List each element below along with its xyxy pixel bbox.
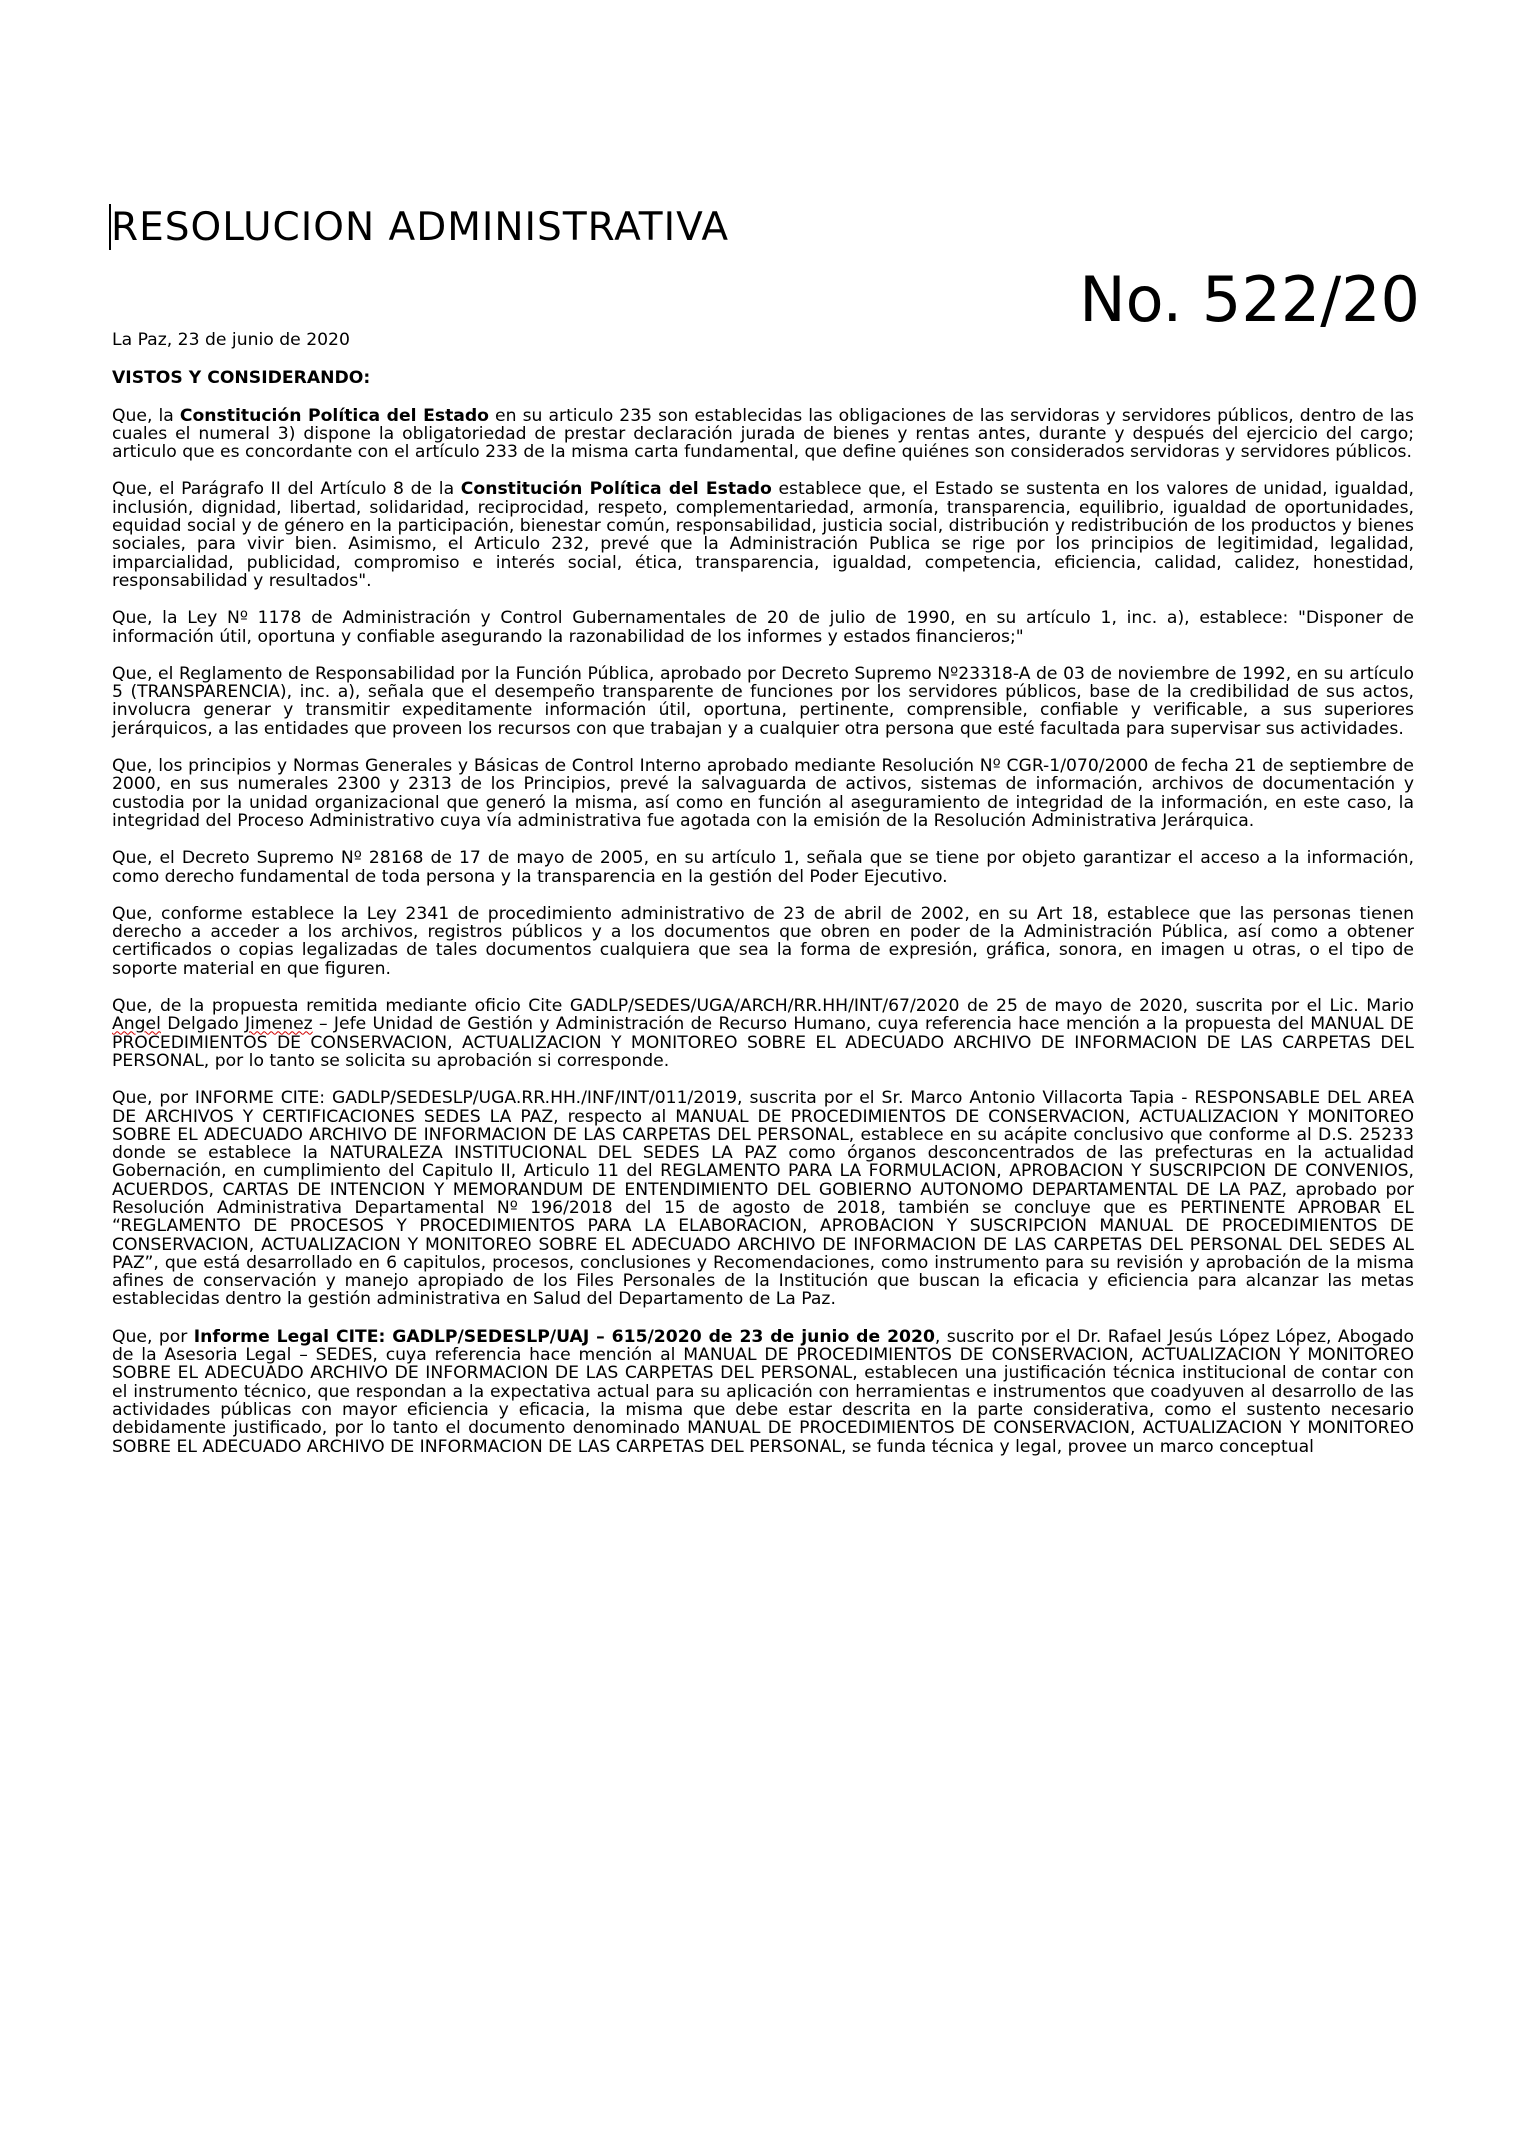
document-title: RESOLUCION ADMINISTRATIVA (111, 205, 729, 250)
paragraph-7: Que, conforme establece la Ley 2341 de procedimiento administrativo de 23 de abril de 2002, en su Art 18, establece que las personas tienen derecho a acceder a los archivos, registros públicos y a los documentos que obren en poder de la Administración Pública, así como a obtener certificados o copias legalizadas de tales documentos cualquiera que sea la forma de expresión, gráfica, sonora, en imagen u otras, o el tipo de soporte material en que figuren. (112, 903, 1414, 979)
date-line: La Paz, 23 de junio de 2020 (112, 330, 350, 350)
resolution-number: No. 522/20 (1079, 263, 1420, 336)
paragraph-10-bold: Informe Legal CITE: GADLP/SEDESLP/UAJ – 615/2020 de 23 de junio de 2020 (193, 1326, 935, 1347)
paragraph-8 (112, 997, 1414, 1070)
paragraph-8-text-mid: Delgado (160, 1014, 246, 1035)
paragraph-10-text: Que, por (112, 1326, 194, 1347)
spelling-flag-word: Angel (112, 1014, 161, 1035)
paragraph-1-bold: Constitución Política del Estado (179, 405, 489, 426)
paragraph-2-bold: Constitución Política del Estado (460, 479, 772, 500)
paragraph-5: Que, los principios y Normas Generales y Básicas de Control Interno aprobado mediante Resolución Nº CGR-1/070/2000 de fecha 21 de septiembre de 2000, en sus numerales 2300 y 2313 de los Principios, prevé la salvaguarda de activos, sistemas de información, archivos de documentación y custodia por la unidad organizacional que generó la misma, así como en función al aseguramiento de integridad de la información, en este caso, la integridad del Proceso Administrativo cuya vía administrativa fue agotada con la emisión de la Resolución Administrativa Jerárquica. (112, 756, 1414, 831)
paragraph-8-text-end: – Jefe Unidad de Gestión y Administración de Recurso Humano, cuya referencia hace mención a la propuesta del MANUAL DE PROCEDIMIENTOS DE CONSERVACION, ACTUALIZACION Y MONITOREO SOBRE EL ADECUADO ARCHIVO DE INFORMACION DE LAS CARPETAS DEL PERSONAL, por lo tanto se solicita su aprobación si corresponde. (112, 1014, 1414, 1071)
paragraph-8-text: Que, de la propuesta remitida mediante oficio Cite GADLP/SEDES/UGA/ARCH/RR.HH/INT/67/2020 de 25 de mayo de 2020, suscrita por el Lic. Mario (112, 996, 1414, 1017)
paragraph-6: Que, el Decreto Supremo Nº 28168 de 17 de mayo de 2005, en su artículo 1, señala que se tiene por objeto garantizar el acceso a la información, como derecho fundamental de toda persona y la transparencia en la gestión del Poder Ejecutivo. (112, 848, 1414, 887)
spelling-flag-word: Jimenez (245, 1014, 313, 1035)
section-heading: VISTOS Y CONSIDERANDO: (112, 368, 371, 389)
paragraph-1-text: Que, la (112, 405, 180, 426)
paragraph-9: Que, por INFORME CITE: GADLP/SEDESLP/UGA.RR.HH./INF/INT/011/2019, suscrita por el Sr. Marco Antonio Villacorta Tapia - RESPONSABLE DEL AREA DE ARCHIVOS Y CERTIFICACIONES SEDES LA PAZ, respecto al MANUAL DE PROCEDIMIENTOS DE CONSERVACION, ACTUALIZACION Y MONITOREO SOBRE EL ADECUADO ARCHIVO DE INFORMACION DE LAS CARPETAS DEL PERSONAL, establece en su acápite conclusivo que conforme al D.S. 25233 donde se establece la NATURALEZA INSTITUCIONAL DEL SEDES LA PAZ como órganos desconcentrados de las prefecturas en la actualidad Gobernación, en cumplimiento del Capitulo II, Articulo 11 del REGLAMENTO PARA LA FORMULACION, APROBACION Y SUSCRIPCION DE CONVENIOS, ACUERDOS, CARTAS DE INTENCION Y MEMORANDUM DE ENTENDIMIENTO DEL GOBIERNO AUTONOMO DEPARTAMENTAL DE LA PAZ, aprobado por Resolución Administrativa Departamental Nº 196/2018 del 15 de agosto de 2018, también se concluye que es PERTINENTE APROBAR EL “REGLAMENTO DE PROCESOS Y PROCEDIMIENTOS PARA LA ELABORACION, APROBACION Y SUSCRIPCION MANUAL DE PROCEDIMIENTOS DE CONSERVACION, ACTUALIZACION Y MONITOREO SOBRE EL ADECUADO ARCHIVO DE INFORMACION DE LAS CARPETAS DEL PERSONAL DEL SEDES AL PAZ”, que está desarrollado en 6 capitulos, procesos, conclusiones y Recomendaciones, como instrumento para su revisión y aprobación de la misma afines de conservación y manejo apropiado de los Files Personales de la Institución que buscan la eficacia y eficiencia para alcanzar las metas establecidas dentro la gestión administrativa en Salud del Departamento de La Paz. (112, 1088, 1414, 1310)
paragraph-2-text: Que, el Parágrafo II del Artículo 8 de la (112, 479, 461, 500)
paragraph-1-text-end: en su articulo 235 son establecidas las obligaciones de las servidoras y servidores públicos, dentro de las cuales el numeral 3) dispone la obligatoriedad de prestar declaración jurada de bienes y rentas antes, durante y después del ejercicio del cargo; articulo que es concordante con el artículo 233 de la misma carta fundamental, que define quiénes son considerados servidoras y servidores públicos. (112, 405, 1414, 463)
document-body (112, 331, 1414, 1475)
paragraph-1 (112, 407, 1414, 462)
paragraph-10-text-end: , suscrito por el Dr. Rafael Jesús López López, Abogado de la Asesoria Legal – SEDES, cuya referencia hace mención al MANUAL DE PROCEDIMIENTOS DE CONSERVACION, ACTUALIZACION Y MONITOREO SOBRE EL ADECUADO ARCHIVO DE INFORMACION DE LAS CARPETAS DEL PERSONAL, establecen una justificación técnica institucional de contar con el instrumento técnico, que respondan a la expectativa actual para su aplicación con herramientas e instrumentos que coadyuven al desarrollo de las actividades públicas con mayor eficiencia y eficacia, la misma que debe estar descrita en la parte considerativa, como el sustento necesario debidamente justificado, por lo tanto el documento denominado MANUAL DE PROCEDIMIENTOS DE CONSERVACION, ACTUALIZACION Y MONITOREO SOBRE EL ADECUADO ARCHIVO DE INFORMACION DE LAS CARPETAS DEL PERSONAL, se funda técnica y legal, provee un marco conceptual (112, 1326, 1414, 1457)
paragraph-2-text-end: establece que, el Estado se sustenta en los valores de unidad, igualdad, inclusión, dignidad, libertad, solidaridad, reciprocidad, respeto, complementariedad, armonía, transparencia, equilibrio, igualdad de oportunidades, equidad social y de género en la participación, bienestar común, responsabilidad, justicia social, distribución y redistribución de los productos y bienes sociales, para vivir bien. Asimismo, el Articulo 232, prevé que la Administración Publica se rige por los principios de legitimidad, legalidad, imparcialidad, publicidad, compromiso e interés social, ética, transparencia, igualdad, competencia, eficiencia, calidad, calidez, honestidad, responsabilidad y resultados". (112, 479, 1414, 591)
paragraph-4: Que, el Reglamento de Responsabilidad por la Función Pública, aprobado por Decreto Supremo Nº23318-A de 03 de noviembre de 1992, en su artículo 5 (TRANSPARENCIA), inc. a), señala que el desempeño transparente de funciones por los servidores públicos, base de la credibilidad de sus actos, involucra generar y transmitir expeditamente información útil, oportuna, pertinente, comprensible, confiable y verificable, a sus superiores jerárquicos, a las entidades que proveen los recursos con que trabajan y a cualquier otra persona que esté facultada para supervisar sus actividades. (112, 663, 1414, 739)
paragraph-3: Que, la Ley Nº 1178 de Administración y Control Gubernamentales de 20 de julio de 1990, en su artículo 1, inc. a), establece: "Disponer de información útil, oportuna y confiable asegurando la razonabilidad de los informes y estados financieros;" (112, 608, 1414, 647)
paragraph-10 (112, 1328, 1414, 1456)
paragraph-2 (112, 480, 1414, 590)
